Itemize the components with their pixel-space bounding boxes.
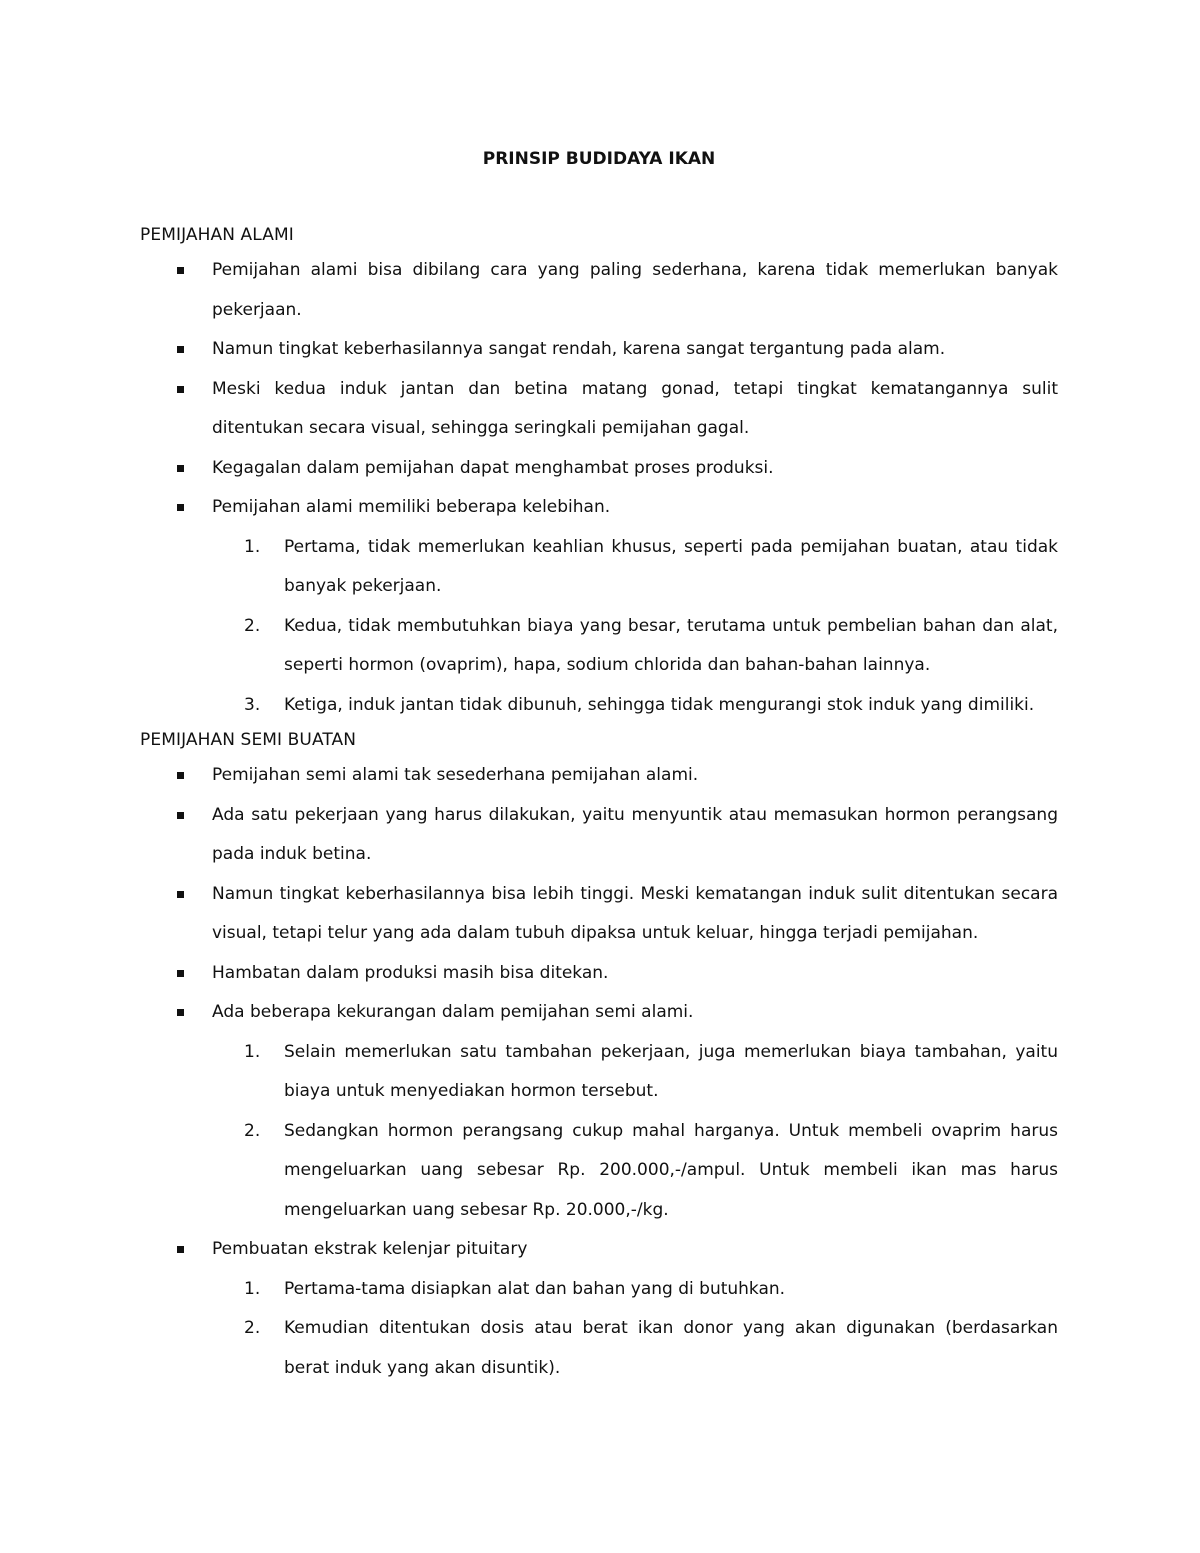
square-bullet-icon [177, 891, 184, 898]
item-number: 1. [244, 1278, 261, 1299]
square-bullet-icon [177, 465, 184, 472]
item-number: 2. [244, 1318, 261, 1338]
square-bullet-icon [177, 772, 184, 779]
list-item: Namun tingkat keberhasilannya bisa lebih tinggi. Meski kematangan induk sulit ditentukan secara visual, tetapi telur yang ada dalam tubuh dipaksa untuk keluar, hingga terjadi pemijahan. [140, 875, 1058, 954]
square-bullet-icon [177, 812, 184, 819]
numbered-item: 1. Pertama-tama disiapkan alat dan bahan yang di butuhkan. [140, 1270, 1058, 1310]
numbered-list [140, 528, 1058, 726]
list-item: Ada beberapa kekurangan dalam pemijahan semi alami. [140, 993, 1058, 1033]
numbered-item: 2. Kemudian ditentukan dosis atau berat ikan donor yang akan digunakan (berdasarkan berat induk yang akan disuntik). [140, 1309, 1058, 1388]
section-heading-pemijahan-semi-buatan: PEMIJAHAN SEMI BUATAN [140, 730, 357, 750]
square-bullet-icon [177, 386, 184, 393]
numbered-item: 2. Sedangkan hormon perangsang cukup mahal harganya. Untuk membeli ovaprim harus mengeluarkan uang sebesar Rp. 200.000,-/ampul. Untuk membeli ikan mas harus mengeluarkan uang sebesar Rp. 20.000,-/kg. [140, 1112, 1058, 1231]
numbered-list [140, 1270, 1058, 1389]
item-number: 1. [244, 536, 261, 557]
document-title: PRINSIP BUDIDAYA IKAN [482, 149, 716, 169]
list-item: Meski kedua induk jantan dan betina matang gonad, tetapi tingkat kematangannya sulit ditentukan secara visual, sehingga seringkali pemijahan gagal. [140, 370, 1058, 449]
item-number: 2. [244, 1120, 261, 1141]
square-bullet-icon [177, 346, 184, 353]
list-item: Pemijahan alami bisa dibilang cara yang paling sederhana, karena tidak memerlukan banyak pekerjaan. [140, 251, 1058, 330]
square-bullet-icon [177, 267, 184, 274]
numbered-item: 2. Kedua, tidak membutuhkan biaya yang besar, terutama untuk pembelian bahan dan alat, seperti hormon (ovaprim), hapa, sodium chlorida dan bahan-bahan lainnya. [140, 607, 1058, 686]
list-item: Pemijahan semi alami tak sesederhana pemijahan alami. [140, 756, 1058, 796]
list-item: Pemijahan alami memiliki beberapa kelebihan. [140, 488, 1058, 528]
list-item: Hambatan dalam produksi masih bisa ditekan. [140, 954, 1058, 994]
bullet-list [140, 251, 1058, 528]
bullet-list [140, 756, 1058, 1033]
list-item: Pembuatan ekstrak kelenjar pituitary [140, 1230, 1058, 1270]
list-item: Ada satu pekerjaan yang harus dilakukan, yaitu menyuntik atau memasukan hormon perangsang pada induk betina. [140, 796, 1058, 875]
numbered-item: 3. Ketiga, induk jantan tidak dibunuh, sehingga tidak mengurangi stok induk yang dimiliki. [140, 686, 1058, 726]
item-number: 1. [244, 1041, 261, 1062]
list-item: Namun tingkat keberhasilannya sangat rendah, karena sangat tergantung pada alam. [140, 330, 1058, 370]
numbered-item: 1. Pertama, tidak memerlukan keahlian khusus, seperti pada pemijahan buatan, atau tidak banyak pekerjaan. [140, 528, 1058, 607]
numbered-item: 1. Selain memerlukan satu tambahan pekerjaan, juga memerlukan biaya tambahan, yaitu biaya untuk menyediakan hormon tersebut. [140, 1033, 1058, 1112]
document-page [140, 148, 1058, 1388]
square-bullet-icon [177, 504, 184, 511]
square-bullet-icon [177, 970, 184, 977]
list-item: Kegagalan dalam pemijahan dapat menghambat proses produksi. [140, 449, 1058, 489]
square-bullet-icon [177, 1009, 184, 1016]
numbered-list [140, 1033, 1058, 1231]
bullet-list [140, 1230, 1058, 1270]
item-number: 3. [244, 694, 261, 715]
square-bullet-icon [177, 1246, 184, 1253]
item-number: 2. [244, 615, 261, 636]
section-heading-pemijahan-alami: PEMIJAHAN ALAMI [140, 225, 294, 245]
